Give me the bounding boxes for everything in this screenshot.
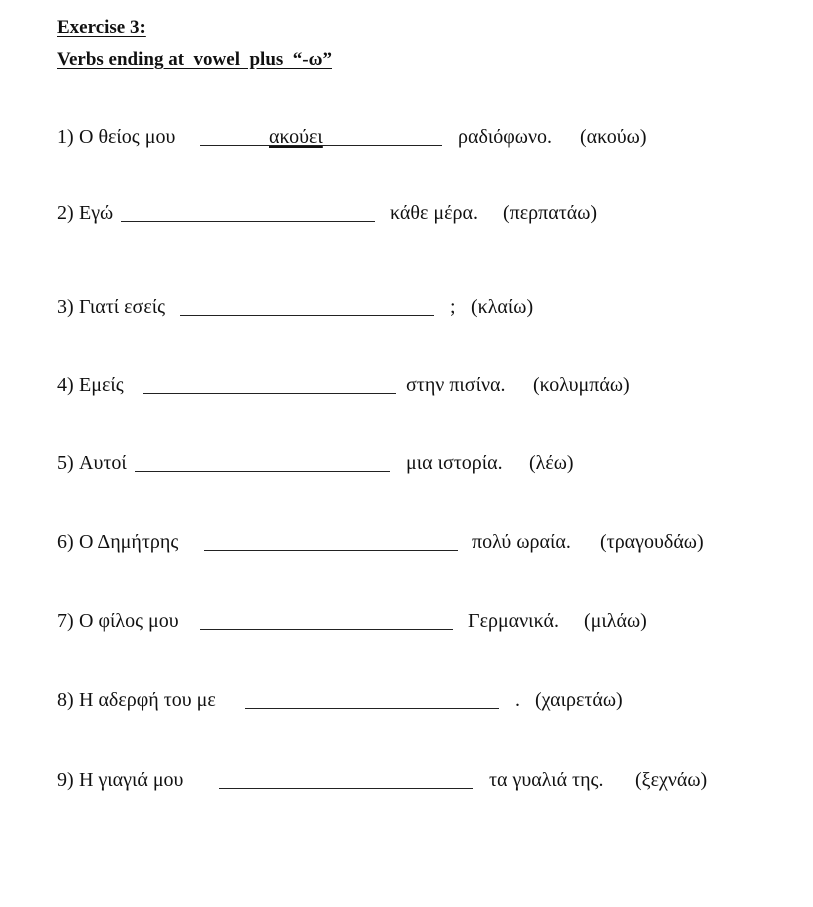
- item-suffix: .: [515, 689, 520, 711]
- item-prefix: Ο φίλος μου: [79, 610, 179, 632]
- item-prefix: Αυτοί: [79, 452, 127, 474]
- exercise-item-6: [57, 531, 704, 557]
- answer-blank[interactable]: [135, 471, 390, 472]
- item-suffix: Γερμανικά.: [468, 610, 559, 632]
- exercise-item-2: [57, 202, 598, 228]
- exercise-item-9: [57, 769, 708, 795]
- item-prefix: Ο Δημήτρης: [79, 531, 179, 553]
- answer-blank[interactable]: [121, 221, 375, 222]
- exercise-item-7: [57, 610, 647, 636]
- answer-blank[interactable]: [219, 788, 473, 789]
- item-suffix: πολύ ωραία.: [472, 531, 571, 553]
- answer-text[interactable]: ακούει: [269, 126, 323, 148]
- item-suffix: στην πισίνα.: [406, 374, 506, 396]
- exercise-subtitle: Verbs ending at vowel plus “-ω”: [57, 49, 332, 70]
- item-suffix: μια ιστορία.: [406, 452, 503, 474]
- verb-hint: (χαιρετάω): [535, 689, 623, 711]
- item-number: 3): [57, 296, 74, 318]
- answer-blank[interactable]: [180, 315, 434, 316]
- verb-hint: (κλαίω): [471, 296, 534, 318]
- item-suffix: τα γυαλιά της.: [489, 769, 604, 791]
- answer-blank[interactable]: [200, 629, 453, 630]
- item-number: 7): [57, 610, 74, 632]
- exercise-item-1: [57, 126, 647, 152]
- answer-blank[interactable]: [204, 550, 458, 551]
- item-prefix: Η αδερφή του με: [79, 689, 216, 711]
- item-number: 2): [57, 202, 74, 224]
- verb-hint: (ξεχνάω): [635, 769, 708, 791]
- item-prefix: Ο θείος μου: [79, 126, 176, 148]
- verb-hint: (ακούω): [580, 126, 647, 148]
- exercise-item-4: [57, 374, 630, 400]
- item-number: 6): [57, 531, 74, 553]
- item-prefix: Γιατί εσείς: [79, 296, 166, 318]
- verb-hint: (περπατάω): [503, 202, 598, 224]
- exercise-title: Exercise 3:: [57, 17, 146, 38]
- item-prefix: Εμείς: [79, 374, 124, 396]
- verb-hint: (λέω): [529, 452, 574, 474]
- item-number: 5): [57, 452, 74, 474]
- item-number: 8): [57, 689, 74, 711]
- verb-hint: (τραγουδάω): [600, 531, 704, 553]
- item-suffix: ραδιόφωνο.: [458, 126, 553, 148]
- verb-hint: (κολυμπάω): [533, 374, 630, 396]
- item-suffix: κάθε μέρα.: [390, 202, 478, 224]
- item-number: 9): [57, 769, 74, 791]
- item-prefix: Η γιαγιά μου: [79, 769, 184, 791]
- answer-blank[interactable]: [143, 393, 396, 394]
- exercise-item-5: [57, 452, 574, 478]
- item-suffix: ;: [450, 296, 456, 318]
- exercise-item-3: [57, 296, 534, 322]
- answer-blank[interactable]: [245, 708, 499, 709]
- exercise-item-8: [57, 689, 623, 715]
- item-number: 1): [57, 126, 74, 148]
- item-number: 4): [57, 374, 74, 396]
- item-prefix: Εγώ: [79, 202, 114, 224]
- verb-hint: (μιλάω): [584, 610, 647, 632]
